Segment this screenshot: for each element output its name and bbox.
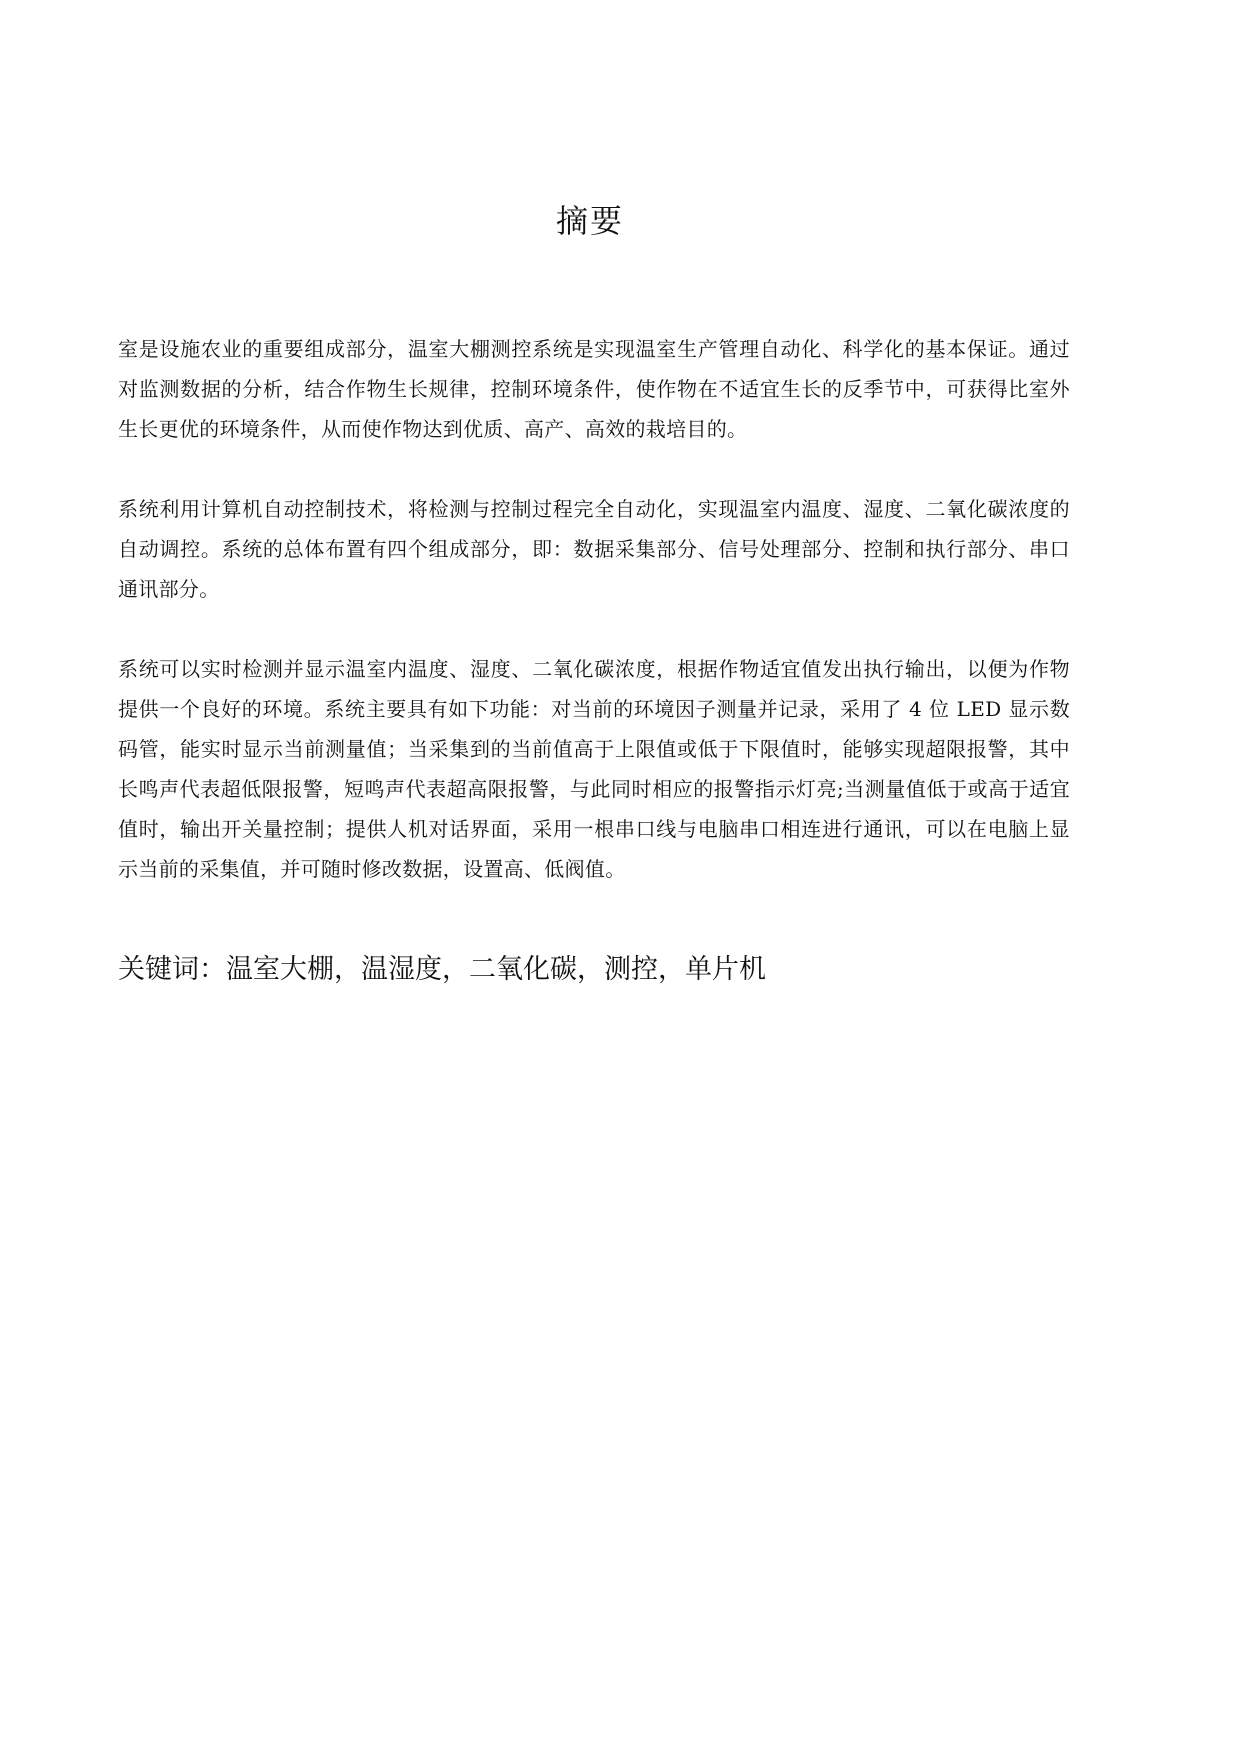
abstract-title: 摘要 xyxy=(555,202,624,240)
abstract-paragraph-1: 室是设施农业的重要组成部分，温室大棚测控系统是实现温室生产管理自动化、科学化的基本保证。通过对监测数据的分析，结合作物生长规律，控制环境条件，使作物在不适宜生长的反季节中，可获得比室外生长更优的环境条件，从而使作物达到优质、高产、高效的栽培目的。 xyxy=(118,337,1070,441)
abstract-paragraph-2: 系统利用计算机自动控制技术，将检测与控制过程完全自动化，实现温室内温度、湿度、二氧化碳浓度的自动调控。系统的总体布置有四个组成部分，即：数据采集部分、信号处理部分、控制和执行部分、串口通讯部分。 xyxy=(118,497,1070,601)
keywords-line xyxy=(118,947,766,986)
keywords-values: 温室大棚，温湿度，二氧化碳，测控，单片机 xyxy=(226,954,766,985)
abstract-paragraph-3: 系统可以实时检测并显示温室内温度、湿度、二氧化碳浓度，根据作物适宜值发出执行输出，以便为作物提供一个良好的环境。系统主要具有如下功能：对当前的环境因子测量并记录，采用了 4 位 LED 显示数码管，能实时显示当前测量值；当采集到的当前值高于上限值或低于下限值时，能够实现超限报警，其中长鸣声代表超低限报警，短鸣声代表超高限报警，与此同时相应的报警指示灯亮;当测量值低于或高于适宜值时，输出开关量控制；提供人机对话界面，采用一根串口线与电脑串口相连进行通讯，可以在电脑上显示当前的采集值，并可随时修改数据，设置高、低阀值。 xyxy=(118,657,1070,881)
keywords-label: 关键词： xyxy=(118,954,226,985)
